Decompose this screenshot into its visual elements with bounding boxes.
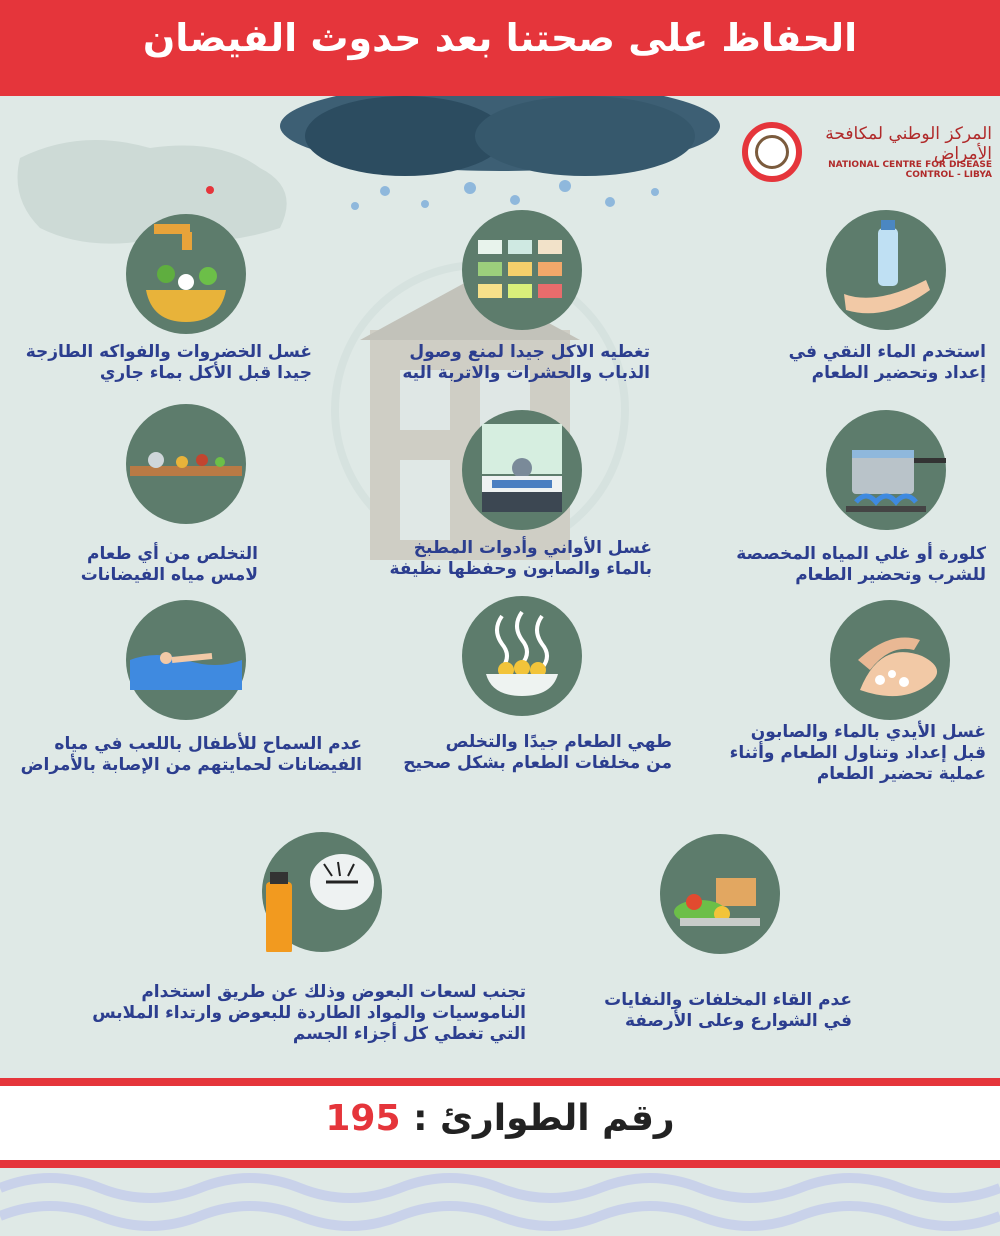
tip-text-4: كلورة أو غلي المياه المخصصة للشرب وتحضير الطعام — [736, 544, 986, 585]
tip-text-10: عدم القاء المخلفات والنفايات في الشوارع وعلى الأرصفة — [604, 990, 852, 1031]
water-waves-decoration — [0, 1168, 1000, 1236]
storm-cloud-icon — [265, 96, 735, 216]
hand-washing-icon — [830, 600, 950, 720]
tip-text-5: غسل الأواني وأدوات المطبخ بالماء والصابون وحفظها نظيفة — [389, 538, 652, 579]
ncdc-logo — [742, 116, 992, 188]
hot-food-bowl-icon — [462, 596, 582, 716]
logo-english-text: NATIONAL CENTRE FOR DISEASE CONTROL - LIBYA — [828, 160, 992, 180]
footer-divider-top — [0, 1078, 1000, 1086]
page-title: الحفاظ على صحتنا بعد حدوث الفيضان — [142, 16, 858, 60]
tip-text-1: استخدم الماء النقي في إعداد وتحضير الطعام — [788, 342, 986, 383]
title-banner — [0, 0, 1000, 96]
tip-text-6: التخلص من أي طعام لامس مياه الفيضانات — [80, 544, 258, 585]
tip-text-11: تجنب لسعات البعوض وذلك عن طريق استخدام الناموسيات والمواد الطاردة للبعوض وارتداء الملابس التي تغطي كل أجزاء الجسم — [92, 982, 526, 1044]
emergency-number-value: 195 — [325, 1098, 401, 1139]
tip-text-3: غسل الخضروات والفواكه الطازجة جيدا قبل الأكل بماء جاري — [25, 342, 312, 383]
footer-divider-bottom — [0, 1160, 1000, 1168]
logo-arabic-text: المركز الوطني لمكافحة الأمراض — [825, 124, 992, 164]
water-bottle-hand-icon — [826, 210, 946, 330]
garbage-pile-icon — [660, 834, 780, 954]
crescent-logo-icon — [742, 122, 802, 182]
tip-text-2: تغطيه الاكل جيدا لمنع وصول الذباب والحشرات والاتربة اليه — [402, 342, 650, 383]
tip-text-7: غسل الأيدي بالماء والصابون قبل إعداد وتناول الطعام وأثناء عملية تحضير الطعام — [729, 722, 986, 784]
swimming-child-icon — [126, 600, 246, 720]
spoiled-food-icon — [126, 404, 246, 524]
food-containers-icon — [462, 210, 582, 330]
emergency-label: رقم الطوارئ : — [413, 1098, 675, 1139]
boiling-pot-icon — [826, 410, 946, 530]
emergency-number — [0, 1098, 1000, 1139]
tip-text-9: عدم السماح للأطفال باللعب في مياه الفيضانات لحمايتهم من الإصابة بالأمراض — [20, 734, 362, 775]
kitchen-sink-icon — [462, 410, 582, 530]
mosquito-spray-icon — [262, 832, 382, 952]
tip-text-8: طهي الطعام جيدًا والتخلص من مخلفات الطعام بشكل صحيح — [403, 732, 672, 773]
tap-fruit-bowl-icon — [126, 214, 246, 334]
